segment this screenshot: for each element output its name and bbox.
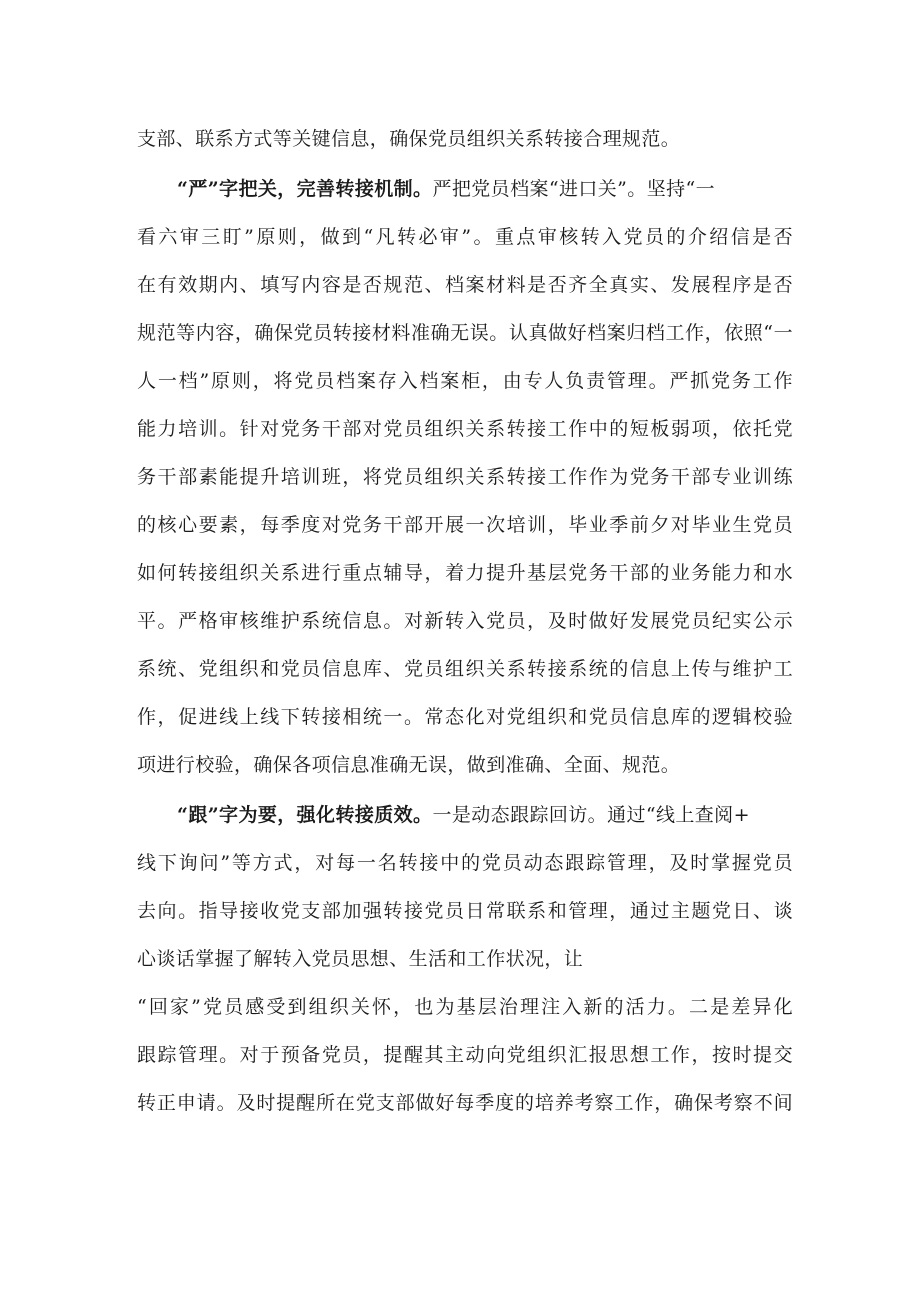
text-line: 作，促进线上线下转接相统一。常态化对党组织和党员信息库的逻辑校验 [137, 706, 793, 728]
text-line: 务干部素能提升培训班，将党员组织关系转接工作作为党务干部专业训练 [137, 466, 793, 488]
text-line: 跟踪管理。对于预备党员，提醒其主动向党组织汇报思想工作，按时提交 [137, 1044, 793, 1066]
paragraph-line [177, 176, 793, 202]
paragraph-line [177, 802, 793, 828]
text-line: 在有效期内、填写内容是否规范、档案材料是否齐全真实、发展程序是否 [137, 274, 793, 296]
text-line: 规范等内容，确保党员转接材料准确无误。认真做好档案归档工作，依照“一 [137, 322, 793, 344]
text-line: 心谈话掌握了解转入党员思想、生活和工作状况，让 [137, 948, 584, 970]
text-span: 一是动态跟踪回访。通过“线上查阅+ [432, 804, 750, 826]
text-line: 如何转接组织关系进行重点辅导，着力提升基层党务干部的业务能力和水 [137, 562, 793, 584]
text-line: 系统、党组织和党员信息库、党员组织关系转接系统的信息上传与维护工 [137, 658, 793, 680]
text-line: 支部、联系方式等关键信息，确保党员组织关系转接合理规范。 [137, 128, 681, 150]
text-span: 严把党员档案“进口关”。坚持“一 [432, 178, 716, 200]
text-line: “回家”党员感受到组织关怀，也为基层治理注入新的活力。二是差异化 [137, 996, 793, 1018]
text-line: 看六审三盯”原则，做到“凡转必审”。重点审核转入党员的介绍信是否 [137, 226, 793, 248]
text-line: 线下询问”等方式，对每一名转接中的党员动态跟踪管理，及时掌握党员 [137, 852, 793, 874]
text-line: 去向。指导接收党支部加强转接党员日常联系和管理，通过主题党日、谈 [137, 900, 793, 922]
section-heading-strict: “严”字把关，完善转接机制。 [177, 178, 433, 200]
text-line: 转正申请。及时提醒所在党支部做好每季度的培养考察工作，确保考察不间 [137, 1092, 793, 1114]
text-line: 的核心要素，每季度对党务干部开展一次培训，毕业季前夕对毕业生党员 [137, 514, 793, 536]
section-heading-follow: “跟”字为要，强化转接质效。 [177, 804, 433, 826]
text-line: 平。严格审核维护系统信息。对新转入党员，及时做好发展党员纪实公示 [137, 610, 793, 632]
text-line: 项进行校验，确保各项信息准确无误，做到准确、全面、规范。 [137, 754, 681, 776]
text-line: 能力培训。针对党务干部对党员组织关系转接工作中的短板弱项，依托党 [137, 418, 793, 440]
text-line: 人一档”原则，将党员档案存入档案柜，由专人负责管理。严抓党务工作 [137, 370, 793, 392]
